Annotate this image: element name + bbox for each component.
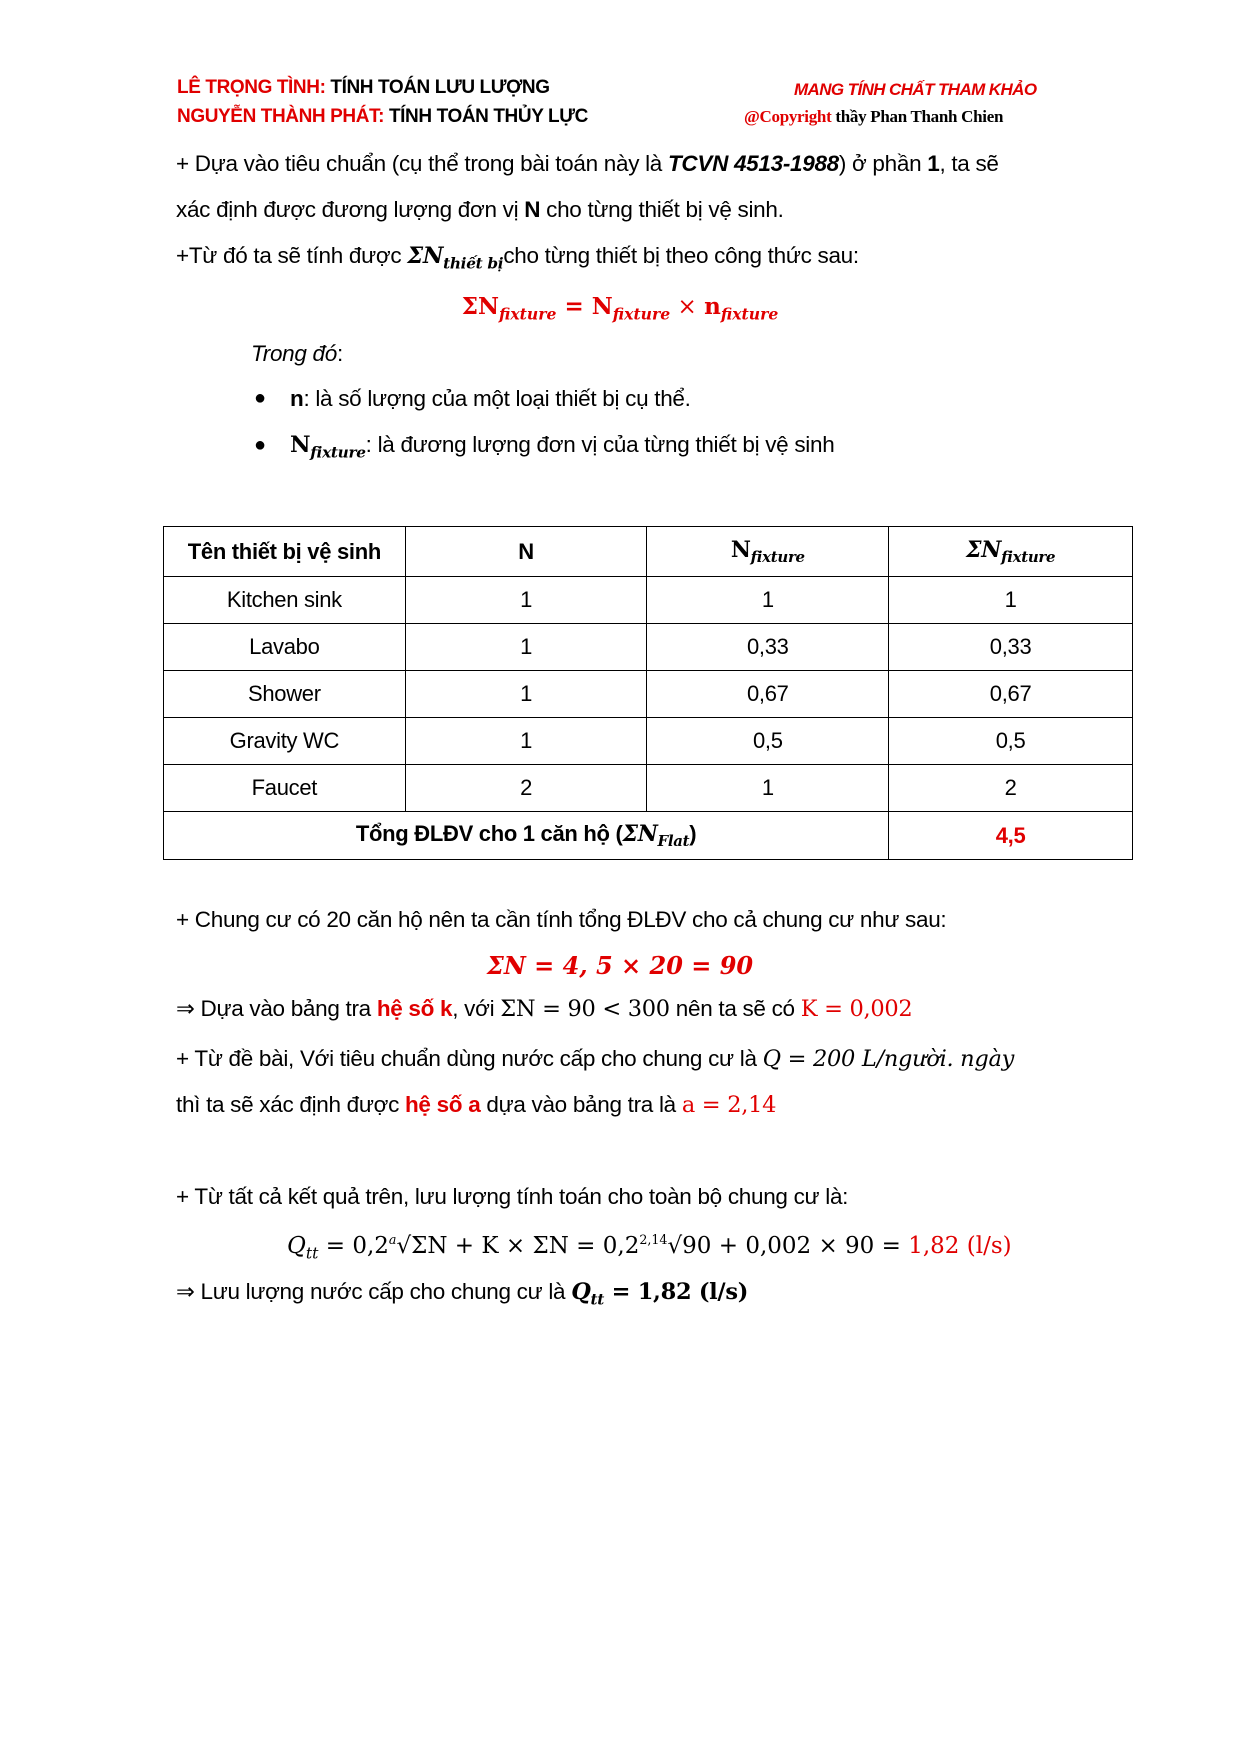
formula-part: + 0,002 × 90 = — [711, 1232, 909, 1259]
text: + Dựa vào tiêu chuẩn (cụ thể trong bài toán này là — [176, 151, 668, 176]
cell-sum: 0,33 — [889, 624, 1133, 671]
total-value: 4,5 — [889, 812, 1133, 860]
copyright-owner: thầy Phan Thanh Chien — [831, 107, 1004, 126]
text: ) — [689, 820, 697, 846]
subscript: fixture — [499, 304, 557, 324]
text: xác định được đương lượng đơn vị — [176, 197, 525, 222]
table-row — [164, 624, 1133, 671]
intro-line-2 — [176, 197, 784, 223]
k-coefficient-line — [176, 996, 912, 1022]
k-condition: ΣN = 90 < 300 — [500, 996, 670, 1022]
col-header-fixture-name: Tên thiết bị vệ sinh — [164, 527, 406, 577]
formula-part: = 0,2 — [318, 1232, 389, 1259]
cell-fixture-name: Gravity WC — [164, 718, 406, 765]
table-header-row — [164, 527, 1133, 577]
subscript: fixture — [612, 304, 671, 324]
bullet-icon: ● — [254, 434, 267, 456]
author-name: NGUYỄN THÀNH PHÁT: — [177, 106, 385, 127]
cell-n-fixture: 1 — [647, 577, 889, 624]
building-line: + Chung cư có 20 căn hộ nên ta cần tính tổng ĐLĐV cho cả chung cư như sau: — [176, 907, 947, 932]
symbol: N — [290, 432, 311, 458]
cell-fixture-name: Faucet — [164, 765, 406, 812]
copyright-line — [744, 107, 1003, 127]
formula-term: N — [591, 293, 613, 320]
subscript: thiết bị — [443, 254, 504, 273]
symbol: n — [290, 386, 304, 411]
final-result-line — [176, 1279, 748, 1308]
cell-n-fixture: 1 — [647, 765, 889, 812]
fixture-formula — [0, 293, 1240, 323]
text: nên ta sẽ có — [669, 996, 801, 1021]
q-value: Q = 200 L/người. ngày — [762, 1046, 1014, 1072]
root-index: 2,14 — [639, 1232, 668, 1247]
intro-line-1 — [176, 151, 999, 177]
text: ) ở phần — [838, 151, 928, 176]
col-header-n-fixture — [647, 527, 889, 577]
text: : là số lượng của một loại thiết bị cụ thể. — [303, 386, 691, 411]
cell-fixture-name: Shower — [164, 671, 406, 718]
subscript: tt — [305, 1243, 319, 1263]
legend-title — [251, 341, 343, 367]
subscript: tt — [590, 1290, 605, 1309]
table-row — [164, 577, 1133, 624]
k-keyword: hệ số k — [376, 996, 453, 1021]
root-index: a — [388, 1232, 397, 1247]
sum-symbol: ΣN — [407, 243, 444, 269]
subscript: fixture — [310, 443, 366, 462]
subscript: Flat — [657, 832, 690, 851]
cell-count: 1 — [405, 671, 647, 718]
text: , ta sẽ — [939, 151, 999, 176]
reference-note: MANG TÍNH CHẤT THAM KHẢO — [794, 80, 1037, 99]
cell-sum: 0,67 — [889, 671, 1133, 718]
author-task: TÍNH TOÁN LƯU LƯỢNG — [325, 77, 550, 98]
author-task: TÍNH TOÁN THỦY LỰC — [384, 106, 588, 127]
table-row — [164, 765, 1133, 812]
intro-line-3 — [176, 243, 859, 272]
text: ⇒ Dựa vào bảng tra — [176, 996, 377, 1021]
cell-n-fixture: 0,5 — [647, 718, 889, 765]
total-n-formula: ΣN = 4, 5 × 20 = 90 — [486, 951, 754, 980]
text: + Từ đề bài, Với tiêu chuẩn dùng nước cấp cho chung cư là — [176, 1046, 763, 1071]
author-line-1 — [177, 77, 550, 99]
standard-code: TCVN 4513-1988 — [667, 151, 839, 176]
cell-count: 1 — [405, 718, 647, 765]
q-standard-line — [176, 1046, 1014, 1072]
text: cho từng thiết bị vệ sinh. — [540, 197, 784, 222]
subscript: fixture — [750, 548, 805, 567]
text: dựa vào bảng tra là — [480, 1092, 682, 1117]
text: thì ta sẽ xác định được — [176, 1092, 405, 1117]
text: cho từng thiết bị theo công thức sau: — [503, 243, 859, 268]
symbol: Q — [287, 1232, 306, 1259]
text: : — [337, 341, 343, 366]
text: , với — [452, 996, 501, 1021]
formula-part: √90 — [667, 1232, 712, 1259]
table-row — [164, 671, 1133, 718]
a-keyword: hệ số a — [404, 1092, 481, 1117]
subscript: fixture — [1001, 548, 1056, 567]
cell-fixture-name: Kitchen sink — [164, 577, 406, 624]
symbol: ΣN — [966, 536, 1002, 563]
symbol: N — [730, 536, 751, 563]
text: +Từ đó ta sẽ tính được — [176, 243, 408, 268]
final-value: = 1,82 (l/s) — [604, 1279, 749, 1305]
symbol: Q — [571, 1279, 591, 1305]
a-value: a = 2,14 — [681, 1092, 777, 1118]
col-header-count: N — [405, 527, 647, 577]
k-value: K = 0,002 — [800, 996, 913, 1022]
cell-n-fixture: 0,33 — [647, 624, 889, 671]
formula-term: n — [704, 293, 721, 320]
author-line-2 — [177, 106, 588, 128]
cell-sum: 0,5 — [889, 718, 1133, 765]
flow-formula — [287, 1232, 1012, 1262]
cell-fixture-name: Lavabo — [164, 624, 406, 671]
text: Tổng ĐLĐV cho 1 căn hộ ( — [355, 820, 623, 846]
symbol: ΣN — [622, 820, 658, 847]
copyright-label: @Copyright — [744, 107, 832, 126]
result-intro: + Từ tất cả kết quả trên, lưu lượng tính toán cho toàn bộ chung cư là: — [176, 1184, 849, 1209]
legend-item — [290, 432, 834, 461]
cell-sum: 1 — [889, 577, 1133, 624]
cell-sum: 2 — [889, 765, 1133, 812]
subscript: fixture — [720, 304, 779, 324]
fixture-table — [163, 526, 1133, 860]
legend-item — [290, 386, 691, 412]
part-number: 1 — [927, 151, 940, 176]
cell-n-fixture: 0,67 — [647, 671, 889, 718]
text: ⇒ Lưu lượng nước cấp cho chung cư là — [176, 1279, 572, 1304]
symbol-N: N — [524, 197, 541, 222]
formula-part: + K × ΣN = 0,2 — [447, 1232, 640, 1259]
bullet-icon: ● — [254, 387, 267, 409]
cell-count: 1 — [405, 577, 647, 624]
col-header-sum-n-fixture — [889, 527, 1133, 577]
author-name: LÊ TRỌNG TÌNH: — [177, 77, 326, 98]
a-coefficient-line — [176, 1092, 776, 1118]
equals: = — [556, 293, 592, 320]
times: × — [670, 294, 705, 320]
cell-count: 2 — [405, 765, 647, 812]
flow-result: 1,82 (l/s) — [908, 1232, 1012, 1259]
formula-part: √ΣN — [396, 1232, 448, 1259]
text: Trong đó — [251, 341, 337, 366]
formula-lhs: ΣN — [461, 293, 499, 320]
text: : là đương lượng đơn vị của từng thiết bị vệ sinh — [365, 432, 835, 457]
table-row — [164, 718, 1133, 765]
table-total-row — [164, 812, 1133, 860]
total-label — [164, 812, 889, 860]
cell-count: 1 — [405, 624, 647, 671]
